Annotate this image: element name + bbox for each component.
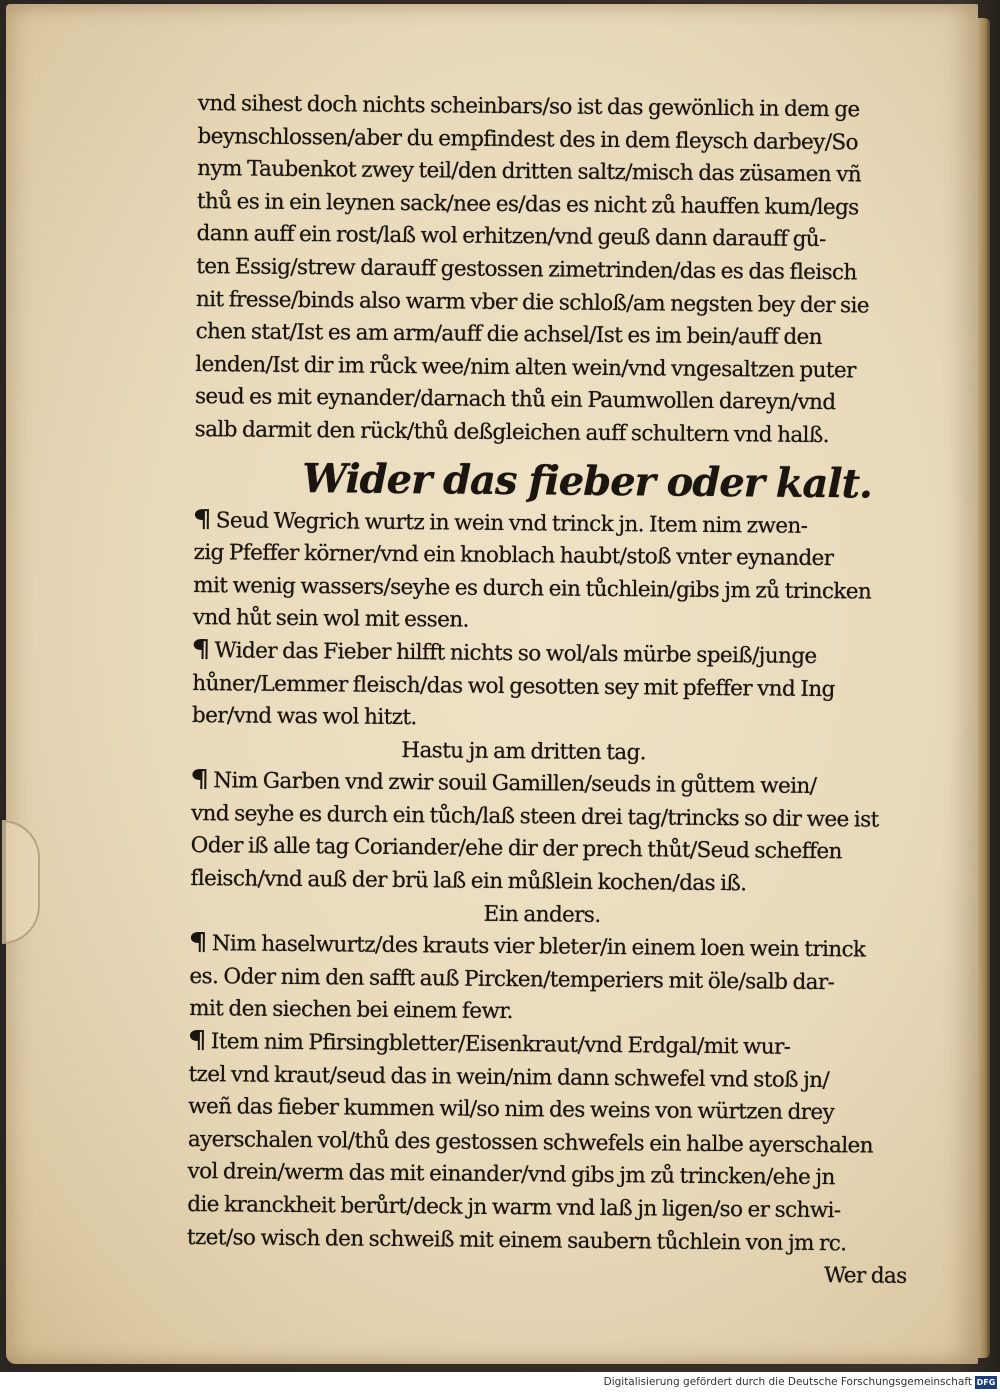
text-line: dann auff ein rost/laß wol erhitzen/vnd geuß dann darauff gů- [196, 221, 826, 253]
text-line: vnd seyhe es durch ein tůch/laß steen drei tag/trincks so dir wee ist [190, 800, 879, 833]
text-line: salb darmit den rück/thů deßgleichen auff schultern vnd halß. [194, 416, 830, 449]
text-line: ten Essig/strew darauff gestossen zimetrinden/das es das fleisch [196, 253, 857, 286]
text-line: weñ das fieber kummen wil/so nim des weins von würtzen drey [188, 1094, 835, 1126]
text-line: beynschlossen/aber du empfindest des in dem fleysch darbey/So [197, 123, 859, 155]
catchword: Wer das [823, 1263, 907, 1290]
text-line: mit wenig wassers/seyhe es durch ein tůchlein/gibs jm zů trincken [193, 572, 872, 605]
text-line: mit den siechen bei einem fewr. [189, 996, 513, 1025]
binding-clasp-mark [2, 820, 40, 944]
text-line: ayerschalen vol/thů des gestossen schwefels ein halbe ayerschalen [187, 1126, 874, 1159]
text-line: Oder iß alle tag Coriander/ehe dir der prech thůt/Seud scheffen [190, 833, 842, 865]
text-line: chen stat/Ist es am arm/auff die achsel/Ist es im bein/auff den [195, 319, 823, 351]
section-heading: Wider das fieber oder kalt. [302, 454, 873, 508]
pilcrow-icon [191, 765, 209, 798]
funding-credit: Digitalisierung gefördert durch die Deutsche Forschungsgemeinschaft [603, 1376, 972, 1388]
text-line: vol drein/werm das mit einander/vnd gibs jm zů trincken/ehe jn [187, 1159, 835, 1191]
pilcrow-icon [190, 928, 208, 961]
paragraph-text: Nim haselwurtz/des krauts vier bleter/in einem loen wein trinck [211, 931, 866, 963]
pilcrow-icon [194, 505, 212, 538]
text-line: es. Oder nim den safft auß Pircken/temperiers mit öle/salb dar- [189, 963, 835, 995]
footer-bar [0, 1372, 1000, 1394]
text-line: nym Taubenkot zwey teil/den dritten saltz/misch das züsamen vñ [197, 156, 862, 188]
text-line: vnd sihest doch nichts scheinbars/so ist das gewönlich in dem ge [197, 90, 860, 123]
text-line: vnd hůt sein wol mit essen. [192, 605, 469, 633]
subheading: Ein anders. [483, 901, 601, 928]
subheading: Hastu jn am dritten tag. [401, 737, 647, 766]
text-line: thů es in ein leynen sack/nee es/das es nicht zů hauffen kum/legs [196, 188, 859, 221]
pilcrow-icon [192, 635, 210, 668]
text-line: die kranckheit berůrt/deck jn warm vnd laß jn ligen/so er schwi- [187, 1191, 841, 1224]
pilcrow-icon [189, 1026, 207, 1059]
text-block [186, 88, 921, 1294]
text-line: tzel vnd kraut/seud das in wein/nim dann schwefel vnd stoß jn/ [188, 1061, 830, 1093]
text-line: fleisch/vnd auß der brü laß ein můßlein kochen/das iß. [190, 866, 747, 897]
paragraph-text: Item nim Pfirsingbletter/Eisenkraut/vnd Erdgal/mit wur- [210, 1029, 791, 1060]
dfg-logo: DFG [976, 1378, 996, 1387]
text-line: nit fresse/binds also warm vber die schloß/am negsten bey der sie [195, 286, 870, 319]
paragraph-text: Wider das Fieber hilfft nichts so wol/als mürbe speiß/junge [214, 638, 817, 669]
text-line: hůner/Lemmer fleisch/das wol gesotten sey mit pfeffer vnd Ing [192, 670, 835, 702]
text-line: zig Pfeffer körner/vnd ein knoblach haubt/stoß vnter eynander [193, 540, 834, 572]
text-line: tzet/so wisch den schweiß mit einem saubern tůchlein von jm rc. [186, 1224, 847, 1256]
text-line: lenden/Ist dir im růck wee/nim alten wein/vnd vngesaltzen puter [195, 351, 856, 384]
paragraph-text: Nim Garben vnd zwir souil Gamillen/seuds in gůttem wein/ [213, 768, 817, 800]
text-line: seud es mit eynander/darnach thů ein Paumwollen dareyn/vnd [194, 384, 836, 416]
text-line: ber/vnd was wol hitzt. [191, 703, 417, 731]
page-edge [978, 18, 990, 1358]
paragraph-text: Seud Wegrich wurtz in wein vnd trinck jn. Item nim zwen- [215, 507, 808, 539]
